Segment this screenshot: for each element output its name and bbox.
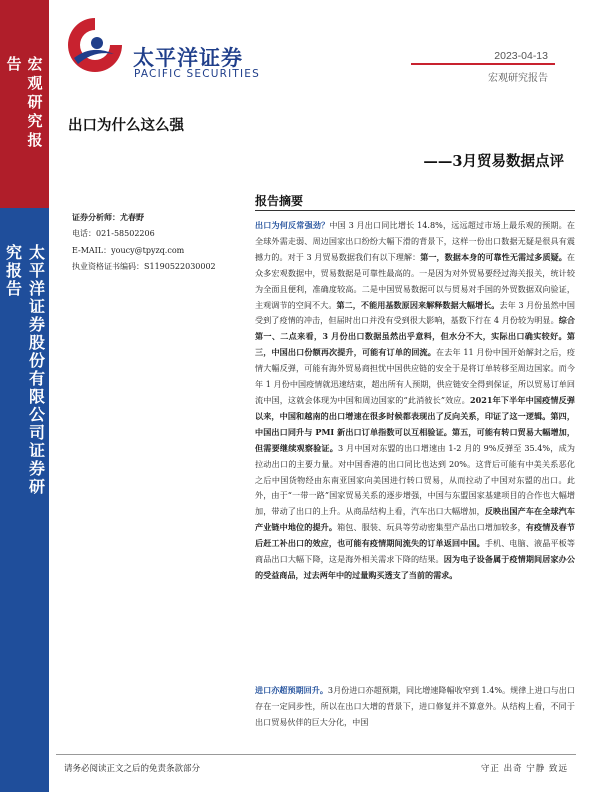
p2-run: 3月份进口亦超预期，同比增速降幅收窄到 1.4%。规律上进口与出口存在一定同步性，所以在出口大增的背景下，进口修复并不算意外。从结构上看，不同于出口贸易伙伴的巨大分化，中国 [255,685,575,727]
p1-run: 2021年下半年中国疫情反弹以来，中国和越南的出口增速在很多时候都表现出了反向关系，印证了这一逻辑。第四，中国出口同升与 PMI 新出口订单指数可以互相验证。第五，可能有转口贸易大幅增加，但需要继续观察验证。 [255,394,575,453]
summary-divider [255,210,575,211]
p1-run: 反映出国产车在全球汽车产业链中地位的提升。 [255,506,575,533]
report-type: 宏观研究报告 [488,73,548,84]
p1-run: 出口为何反常强劲？ [255,220,330,230]
analyst-license: 执业资格证书编码：S1190522030002 [72,262,216,272]
p1-run: 因为电子设备属于疫情期间居家办公的受益商品，过去两年中的过量购买透支了当前的需求。 [255,554,575,580]
footer-motto: 守正 出奇 宁静 致远 [480,764,568,774]
report-date: 2023-04-13 [494,50,548,62]
footer-disclaimer: 请务必阅读正文之后的免责条款部分 [64,764,201,774]
p1-run: 在去年 11 月份中国开始解封之后，疫情大幅反弹，可能有海外贸易商担忧中国供应链的安全于是将订单转移至周边国家。而今年 1 月份中国疫情就迅速结束，超出所有人预期，供应链安全得到保证，所以贸易订单回流中国，这就会体现为中国和周边国家的“此消彼长”效应。 [255,347,575,405]
footer-divider [56,754,576,755]
p1-run: 中国 3 月出口同比增长 14.8%，远远超过市场上最乐观的预期。在全球外需走弱、周边国家出口纷纷大幅下滑的背景下，这样一份出口数据无疑是很具有震撼力的。对于 3 月贸易数据我们有以下理解： [255,220,575,262]
p2-run: 进口亦超预期回升。 [255,685,328,695]
p1-run: 3 月中国对东盟的出口增速由 1-2 月的 9%反弹至 35.4%，成为拉动出口的主要力量。对中国香港的出口同比也达到 20%。这背后可能有中美关系恶化之后中国货物经由东南亚国家向美国进行转口贸易，从而拉动了中国对东盟的出口。此外，由于“一带一路”国家贸易关系的逐步增强，中国与东盟国家基建项目的合作也大幅增加，带动了出口的上升。从商品结构上看，汽车出口大幅增加， [255,442,575,517]
summary-paragraph-1 [255,218,575,584]
analyst-phone: 电话：021-58502206 [72,228,155,238]
p1-run: 第一，数据本身的可靠性无需过多质疑。 [420,251,567,262]
analyst-info [72,209,242,276]
p1-run: 第二，不能用基数原因来解释数据大幅增长。 [336,299,500,310]
brand-name-cn: 太平洋证券 [133,46,243,70]
analyst-email[interactable]: E-MAIL：youcy@tpyzq.com [72,245,185,255]
sidebar [0,0,49,792]
report-title: 出口为什么这么强 [68,117,184,134]
summary-heading: 报告摘要 [255,194,304,208]
p1-run: 手机、电脑、液晶平板等商品出口大幅下降，这是海外相关需求下降的结果。 [255,538,575,565]
p1-run: 在众多宏观数据中，贸易数据是可靠性最高的。一是因为对外贸易要经过海关报关，统计较为全面且便利，准确度较高。二是中国贸易数据可以与贸易对手国的外贸数据双向验证，主观调节的空间不大。 [255,251,575,310]
p1-run: 箱包、服装、玩具等劳动密集型产品出口增加较多， [337,522,526,533]
p1-run: 去年 3 月份虽然中国受到了疫情的冲击，但届时出口并没有受到很大影响，基数下行在 4 月份较为明显。 [255,299,575,326]
sidebar-top-label: 宏观研究报告 [4,56,44,151]
summary-paragraph-2 [255,683,575,731]
p1-run: 综合第一、二点来看，3 月份出口数据虽然出乎意料，但水分不大，实际出口确实较好。第三，中国出口份额再次提升，可能有订单的回流。 [255,315,575,358]
report-subtitle: ——3月贸易数据点评 [423,153,564,170]
brand-name-en: PACIFIC SECURITIES [134,68,261,80]
p1-run: 有疫情及春节后赶工补出口的效应，也可能有疫情期间流失的订单返回中国。 [255,522,575,549]
header-divider [411,63,555,65]
analyst-name: 证券分析师：尤春野 [72,212,144,222]
sidebar-bottom-label: 太平洋证券股份有限公司证券研究报告 [3,244,46,496]
pacific-securities-logo-icon [64,14,126,76]
